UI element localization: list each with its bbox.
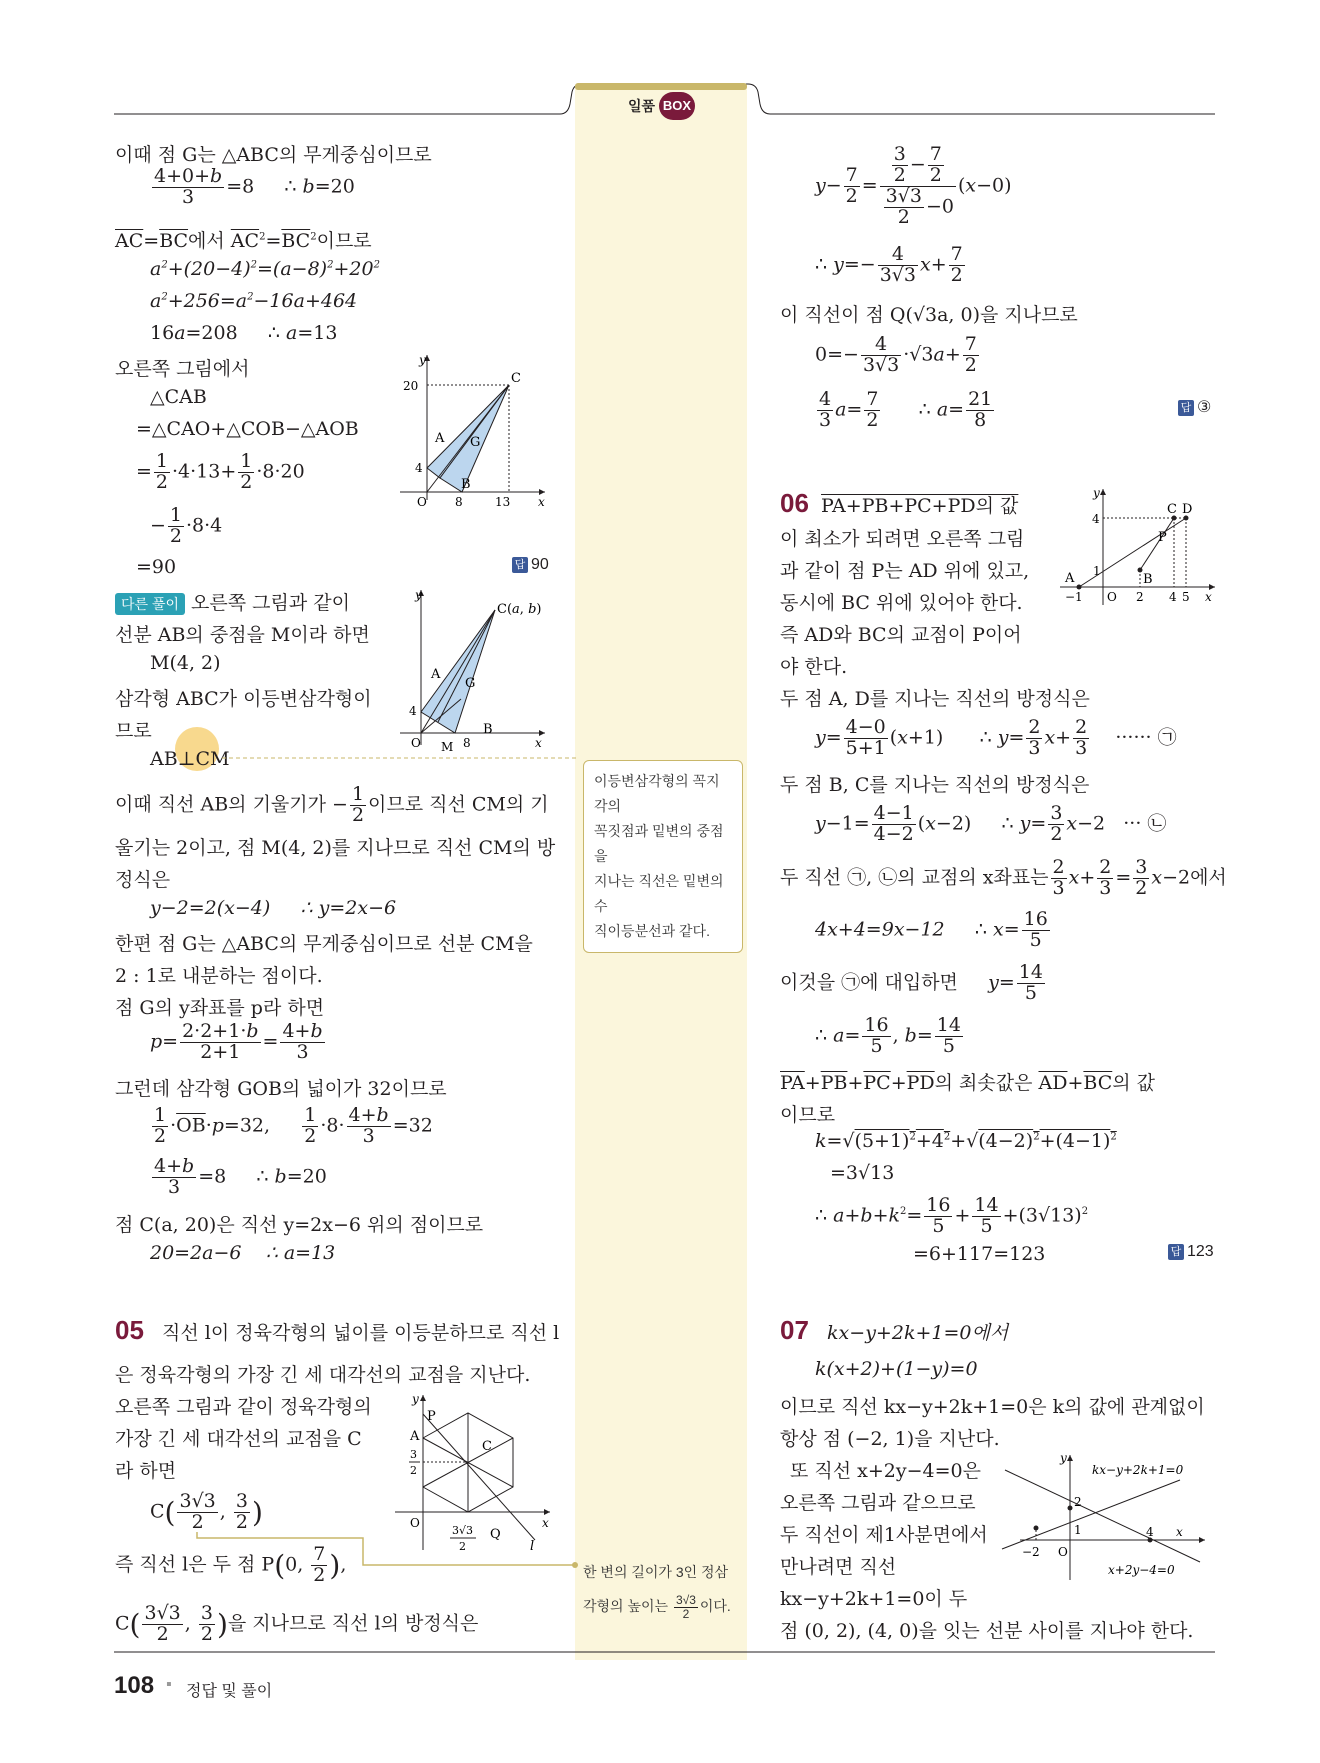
svg-text:A: A (1065, 571, 1075, 586)
svg-text:8: 8 (463, 736, 471, 750)
text-line: 울기는 2이고, 점 M(4, 2)를 지나므로 직선 CM의 방 (115, 837, 556, 859)
svg-text:x: x (1205, 590, 1212, 604)
text-line: 므로 (115, 720, 152, 742)
text-line: 즉 AD와 BC의 교점이 P이어 (780, 624, 1022, 646)
svg-text:A: A (410, 1429, 420, 1444)
text-line: 이므로 직선 kx−y+2k+1=0은 k의 값에 관계없이 (780, 1396, 1205, 1418)
equation-line: ∴ y=− $\frac{4}{3√3}$ x+ $\frac{7}{2}$ (815, 243, 963, 286)
text-line: 이므로 (780, 1104, 836, 1126)
equation-line: $\frac{4+0+b}{3}$ =8 ∴ b=20 (154, 165, 355, 208)
graph-triangle-alt (395, 585, 555, 755)
equation-line: $k=√(5+1)^2+4^2+√(4-2)^2+(4-1)^2$ (815, 1130, 1117, 1152)
equation-line: 0=− $\frac{4}{3√3}$ ·√3a+ $\frac{7}{2}$ (815, 333, 977, 376)
svg-text:20: 20 (403, 379, 419, 393)
svg-text:−1: −1 (1065, 590, 1083, 604)
svg-text:G: G (470, 435, 481, 450)
svg-text:P: P (1158, 530, 1167, 545)
equation-line: $\frac{1}{2}$ $\cdot\overline{OB}\cdot p=32$, $\frac{1}{2}$ ·8· $\frac{4+b}{3}$ =32 (154, 1104, 433, 1147)
svg-text:13: 13 (495, 495, 511, 509)
text-line: 오른쪽 그림에서 (115, 358, 250, 380)
svg-text:x: x (538, 495, 545, 509)
svg-text:C: C (482, 1439, 492, 1454)
text-line: 만나려면 직선 (780, 1556, 897, 1578)
svg-text:2: 2 (1074, 1495, 1082, 1509)
svg-text:2: 2 (1136, 590, 1144, 604)
svg-text:3: 3 (410, 1448, 417, 1461)
equation-line: C( $\frac{3√3}{2}$ , $\frac{3}{2}$ ) (150, 1490, 263, 1533)
svg-text:4: 4 (1146, 1525, 1154, 1539)
svg-text:C: C (1167, 502, 1177, 517)
svg-text:x: x (542, 1516, 549, 1530)
equation-line: $\overline{AC}=\overline{BC}$에서 $\overline{AC}^2=\overline{BC}^2$이므로 (115, 230, 372, 252)
svg-text:y: y (412, 1392, 419, 1406)
svg-text:y: y (1060, 1451, 1067, 1465)
equation-line: 4x+4=9x−12 ∴ x= $\frac{16}{5}$ (815, 908, 1048, 951)
text-line: 한편 점 G는 △ABC의 무게중심이므로 선분 CM을 (115, 933, 533, 955)
alt-solution-line: 다른 풀이 오른쪽 그림과 같이 (115, 588, 350, 615)
equation-line: ∴ a= $\frac{16}{5}$ , b= $\frac{14}{5}$ (815, 1014, 961, 1057)
equation-line: ∴ $a+b+k^2=$ $\frac{16}{5}$ + $\frac{14}{5}$ $+(3√13)^2$ (815, 1194, 1089, 1237)
text-line: 오른쪽 그림과 같이 정육각형의 (115, 1396, 372, 1418)
text-line: 이때 점 G는 △ABC의 무게중심이므로 (115, 144, 432, 166)
svg-text:4: 4 (409, 704, 417, 718)
text-line: C( $\frac{3√3}{2}$ , $\frac{3}{2}$ )을 지나므로 직선 l의 방정식은 (115, 1602, 479, 1645)
footer-bullet: ▪ (166, 1676, 172, 1693)
text-line: 이 직선이 점 Q(√3a, 0)을 지나므로 (780, 304, 1078, 326)
equation-line: k(x+2)+(1−y)=0 (815, 1358, 978, 1380)
text-line: kx−y+2k+1=0이 두 (780, 1588, 968, 1610)
svg-text:2: 2 (459, 1540, 466, 1553)
note-leader-dashed (222, 755, 578, 761)
text-line: 두 직선이 제1사분면에서 (780, 1524, 988, 1546)
problem-07-line: 07 kx−y+2k+1=0에서 (780, 1315, 1009, 1345)
footer-rule (0, 1650, 1320, 1654)
equation-line: 16a=208 ∴ a=13 (150, 322, 338, 344)
svg-text:B: B (1143, 572, 1153, 587)
svg-text:8: 8 (455, 495, 463, 509)
text-line: $\overline{PA}+\overline{PB}+\overline{PC}+\overline{PD}$의 최솟값은 $\overline{AD}+\overline{BC}$의 값 (780, 1072, 1155, 1094)
svg-text:O: O (1107, 590, 1117, 604)
svg-text:3√3: 3√3 (452, 1524, 474, 1537)
equation-line: 20=2a−6 ∴ a=13 (150, 1242, 336, 1264)
answer-05: 답 ③ (1178, 397, 1211, 417)
svg-text:B: B (461, 477, 471, 492)
text-line: 점 G의 y좌표를 p라 하면 (115, 997, 325, 1019)
svg-text:y: y (1093, 486, 1100, 500)
text-line: 또 직선 x+2y−4=0은 (790, 1460, 981, 1482)
text-line: 선분 AB의 중점을 M이라 하면 (115, 624, 370, 646)
text-line: 2 : 1로 내분하는 점이다. (115, 965, 323, 987)
svg-text:l: l (530, 1539, 535, 1554)
svg-text:4: 4 (415, 461, 423, 475)
svg-text:D: D (1182, 502, 1193, 517)
graph-two-lines (1000, 1450, 1220, 1595)
text-line: 과 같이 점 P는 AD 위에 있고, (780, 560, 1030, 582)
svg-text:y: y (419, 353, 426, 367)
svg-text:y: y (415, 588, 422, 602)
svg-text:O: O (1058, 1545, 1068, 1559)
text-line: M(4, 2) (150, 652, 221, 674)
problem-05-line: 05 직선 l이 정육각형의 넓이를 이등분하므로 직선 l (115, 1315, 560, 1345)
equation-line: $a^2+256=a^2-16a+464$ (150, 290, 358, 312)
equation-line: $\frac{4+b}{3}$ =8 ∴ b=20 (154, 1155, 327, 1198)
svg-text:C(a, b): C(a, b) (497, 602, 542, 617)
equation-line: p= $\frac{2\cdot 2+1\cdot b}{2+1}$ = $\frac{4+b}{3}$ (150, 1020, 323, 1063)
svg-text:x: x (1176, 1525, 1183, 1539)
svg-text:x: x (535, 736, 542, 750)
svg-text:1: 1 (1093, 564, 1101, 578)
svg-text:x+2y−4=0: x+2y−4=0 (1108, 1563, 1175, 1577)
svg-text:1: 1 (1074, 1523, 1082, 1537)
text-line: 항상 점 (−2, 1)을 지난다. (780, 1428, 1000, 1450)
equation-line: =90 (136, 556, 177, 578)
svg-text:M: M (441, 740, 454, 754)
equation-line: △CAB (150, 386, 207, 408)
svg-text:Q: Q (490, 1527, 501, 1542)
graph-hexagon (390, 1390, 560, 1560)
equation-line: = $\frac{1}{2}$ ·4·13+ $\frac{1}{2}$ ·8·20 (136, 450, 305, 493)
text-line: 오른쪽 그림과 같으므로 (780, 1492, 976, 1514)
equation-line: y−2=2(x−4) ∴ y=2x−6 (150, 897, 397, 919)
text-line: AB⊥CM (150, 748, 230, 770)
margin-note-isosceles: 이등변삼각형의 꼭지각의 꼭짓점과 밑변의 중점을 지나는 직선은 밑변의 수 직이등분선과 같다. (583, 760, 743, 953)
svg-text:kx−y+2k+1=0: kx−y+2k+1=0 (1092, 1463, 1184, 1477)
svg-text:G: G (465, 676, 476, 691)
equation-line: =6+117=123 (913, 1243, 1046, 1265)
text-line: 그런데 삼각형 GOB의 넓이가 32이므로 (115, 1078, 447, 1100)
svg-text:B: B (483, 722, 493, 737)
brand-label: 일품 (628, 98, 656, 114)
text-line: 점 (0, 2), (4, 0)을 잇는 선분 사이를 지나야 한다. (780, 1620, 1194, 1642)
text-line: 삼각형 ABC가 이등변삼각형이 (115, 688, 372, 710)
svg-text:2: 2 (410, 1464, 417, 1477)
problem-06-line: 06 PA+PB+PC+PD의 값 (780, 488, 1019, 518)
svg-text:A: A (431, 667, 441, 682)
svg-text:P: P (427, 1409, 436, 1424)
text-line: 즉 직선 l은 두 점 P(0, $\frac{7}{2}$ ), (115, 1543, 347, 1586)
equation-line: $\frac{4}{3}$ a= $\frac{7}{2}$ ∴ a= $\frac{21}{8}$ (819, 388, 993, 431)
text-line: 두 점 B, C를 지나는 직선의 방정식은 (780, 774, 1090, 796)
text-line: 이것을 ㉠에 대입하면 y= $\frac{14}{5}$ (780, 961, 1043, 1004)
text-line: 두 점 A, D를 지나는 직선의 방정식은 (780, 688, 1090, 710)
svg-text:O: O (417, 495, 427, 509)
text-line: 정식은 (115, 869, 171, 891)
answer-06: 답 123 (1168, 1243, 1214, 1261)
text-line: 야 한다. (780, 656, 848, 678)
answer-04: 답 90 (512, 556, 549, 574)
equation-line: − $\frac{1}{2}$ ·8·4 (150, 504, 223, 547)
equation-line: =△CAO+△COB−△AOB (136, 418, 359, 440)
svg-text:4: 4 (1169, 590, 1177, 604)
text-line: 점 C(a, 20)은 직선 y=2x−6 위의 점이므로 (115, 1214, 484, 1236)
text-line: 가장 긴 세 대각선의 교점을 C (115, 1428, 362, 1450)
svg-text:C: C (511, 371, 521, 386)
text-line: 이 최소가 되려면 오른쪽 그림 (780, 528, 1025, 550)
svg-text:O: O (411, 736, 421, 750)
brand-badge: BOX (659, 92, 695, 120)
equation-line: y−1= $\frac{4-1}{4-2}$ (x−2) ∴ y= $\frac{3}{2}$ x−2 ··· ㉡ (815, 802, 1167, 845)
margin-note-hexagon: 한 변의 길이가 3인 정삼 각형의 높이는 $\frac{3√3}{2}$ 이다. (583, 1564, 731, 1621)
svg-text:−2: −2 (1022, 1545, 1040, 1559)
equation-line: =3√13 (830, 1162, 895, 1184)
svg-text:4: 4 (1092, 512, 1100, 526)
text-line: 이때 직선 AB의 기울기가 − $\frac{1}{2}$ 이므로 직선 CM의 기 (115, 783, 549, 826)
graph-triangle-abc (395, 350, 555, 510)
footer-section: 정답 및 풀이 (186, 1683, 273, 1700)
equation-line: y= $\frac{4-0}{5+1}$ (x+1) ∴ y= $\frac{2}{3}$ x+ $\frac{2}{3}$ ······ ㉠ (815, 716, 1177, 759)
text-line: 동시에 BC 위에 있어야 한다. (780, 592, 1023, 614)
svg-text:O: O (410, 1516, 420, 1530)
svg-text:A: A (435, 431, 445, 446)
text-line: 라 하면 (115, 1460, 177, 1482)
page-number: 108 (114, 1672, 155, 1699)
graph-points-abcd (1055, 485, 1225, 615)
equation-line: y− $\frac{7}{2}$ = $\frac{3}{2}$ − $\frac{7}{2}$ $\frac{3√3}{2}$ −0 (x−0) (815, 143, 1012, 228)
equation-line: $a^2+(20-4)^2=(a-8)^2+20^2$ (150, 258, 380, 280)
svg-text:5: 5 (1182, 590, 1190, 604)
text-line: 은 정육각형의 가장 긴 세 대각선의 교점을 지난다. (115, 1364, 531, 1386)
text-line: 두 직선 ㉠, ㉡의 교점의 x좌표는 $\frac{2}{3}$ x+ $\frac{2}{3}$ = $\frac{3}{2}$ x−2에서 (780, 856, 1227, 899)
